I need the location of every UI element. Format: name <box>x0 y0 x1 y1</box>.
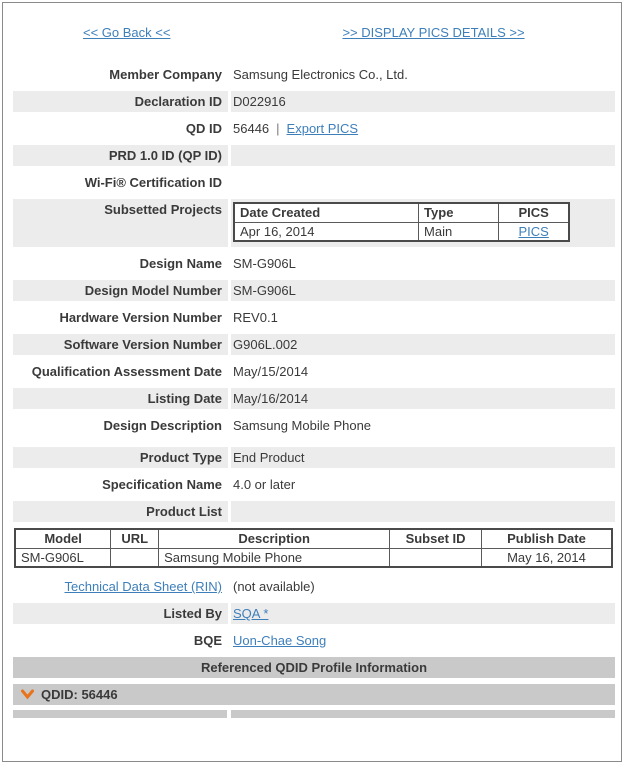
design-model-number-value: SM-G906L <box>231 280 615 301</box>
product-list-table-container <box>14 528 615 568</box>
wifi-cert-id-label: Wi-Fi® Certification ID <box>84 175 222 190</box>
wifi-cert-id-value <box>231 172 615 193</box>
prd-id-label: PRD 1.0 ID (QP ID) <box>13 145 228 166</box>
design-name-value: SM-G906L <box>233 256 296 271</box>
column-header-description: Description <box>159 529 390 548</box>
field-row-member-company <box>13 64 615 85</box>
profile-partial-right-cell <box>231 710 615 718</box>
field-row-software-version <box>13 334 615 355</box>
qd-id-number: 56446 <box>233 121 270 136</box>
member-company-label: Member Company <box>109 67 222 82</box>
qdid-expander-row[interactable] <box>13 684 615 705</box>
prd-id-value <box>231 145 615 166</box>
profile-partial-left-cell <box>13 710 227 718</box>
field-row-subsetted-projects <box>13 199 615 247</box>
field-row-hardware-version <box>13 307 615 328</box>
field-row-wifi-cert-id <box>13 172 615 193</box>
product-list-value <box>231 501 615 522</box>
field-row-design-name <box>13 253 615 274</box>
field-row-declaration-id <box>13 91 615 112</box>
cell-date-created: Apr 16, 2014 <box>234 222 419 241</box>
design-description-value: Samsung Mobile Phone <box>233 418 372 433</box>
subsetted-projects-value <box>231 199 615 247</box>
specification-name-value: 4.0 or later <box>233 477 296 492</box>
listing-detail-page <box>2 2 622 762</box>
design-description-label: Design Description <box>103 418 222 433</box>
specification-name-label: Specification Name <box>102 477 222 492</box>
product-list-label: Product List <box>13 501 228 522</box>
design-name-label: Design Name <box>139 256 222 271</box>
member-company-value: Samsung Electronics Co., Ltd. <box>233 67 408 82</box>
listed-by-value <box>231 603 615 624</box>
separator: | <box>276 121 280 136</box>
field-row-qualification-assessment-date <box>13 361 615 382</box>
declaration-id-label: Declaration ID <box>13 91 228 112</box>
hardware-version-label: Hardware Version Number <box>59 310 222 325</box>
profile-table-partial-row <box>13 710 615 718</box>
product-type-value: End Product <box>231 447 615 468</box>
qualification-assessment-date-label: Qualification Assessment Date <box>31 364 222 379</box>
field-row-product-list <box>13 501 615 522</box>
listed-by-link[interactable]: SQA * <box>233 606 269 621</box>
cell-subset-id <box>390 548 482 567</box>
listing-date-label: Listing Date <box>13 388 228 409</box>
cell-description: Samsung Mobile Phone <box>159 548 390 567</box>
display-pics-details-link[interactable]: >> DISPLAY PICS DETAILS >> <box>342 25 525 40</box>
column-header-pics: PICS <box>499 203 569 222</box>
technical-data-sheet-value: (not available) <box>233 579 315 594</box>
bqe-label: BQE <box>193 633 222 648</box>
qdid-row-label: QDID: 56446 <box>41 687 118 702</box>
pics-link[interactable]: PICS <box>518 223 549 239</box>
referenced-qdid-section-header: Referenced QDID Profile Information <box>13 657 615 678</box>
software-version-label: Software Version Number <box>13 334 228 355</box>
subsetted-projects-label: Subsetted Projects <box>13 199 228 247</box>
listing-date-value: May/16/2014 <box>231 388 615 409</box>
qd-id-value <box>231 118 615 139</box>
cell-model: SM-G906L <box>15 548 111 567</box>
cell-url <box>111 548 159 567</box>
field-row-design-description <box>13 415 615 436</box>
cell-type: Main <box>419 222 499 241</box>
qualification-assessment-date-value: May/15/2014 <box>233 364 309 379</box>
table-row <box>234 222 569 241</box>
column-header-subset-id: Subset ID <box>390 529 482 548</box>
chevron-down-icon[interactable] <box>21 689 34 700</box>
subsetted-projects-table <box>233 202 570 242</box>
column-header-model: Model <box>15 529 111 548</box>
bqe-value <box>231 630 615 651</box>
technical-data-sheet-link[interactable]: Technical Data Sheet (RIN) <box>64 579 222 594</box>
column-header-type: Type <box>419 203 499 222</box>
hardware-version-value: REV0.1 <box>233 310 278 325</box>
product-type-label: Product Type <box>13 447 228 468</box>
product-list-table <box>14 528 613 568</box>
field-row-specification-name <box>13 474 615 495</box>
field-row-prd-id <box>13 145 615 166</box>
field-row-qd-id <box>13 118 615 139</box>
field-row-technical-data-sheet <box>13 576 615 597</box>
column-header-url: URL <box>111 529 159 548</box>
column-header-date-created: Date Created <box>234 203 419 222</box>
software-version-value: G906L.002 <box>231 334 615 355</box>
cell-publish-date: May 16, 2014 <box>481 548 612 567</box>
table-row <box>15 548 612 567</box>
field-row-bqe <box>13 630 615 651</box>
field-row-product-type <box>13 447 615 468</box>
field-row-listing-date <box>13 388 615 409</box>
column-header-publish-date: Publish Date <box>481 529 612 548</box>
export-pics-link[interactable]: Export PICS <box>286 121 359 136</box>
listed-by-label: Listed By <box>13 603 228 624</box>
go-back-link[interactable]: << Go Back << <box>83 25 171 40</box>
bqe-link[interactable]: Uon-Chae Song <box>233 633 327 648</box>
qd-id-label: QD ID <box>185 121 222 136</box>
design-model-number-label: Design Model Number <box>13 280 228 301</box>
technical-data-sheet-cell <box>13 576 228 597</box>
top-navigation <box>13 3 615 43</box>
declaration-id-value: D022916 <box>231 91 615 112</box>
field-row-listed-by <box>13 603 615 624</box>
field-row-design-model-number <box>13 280 615 301</box>
